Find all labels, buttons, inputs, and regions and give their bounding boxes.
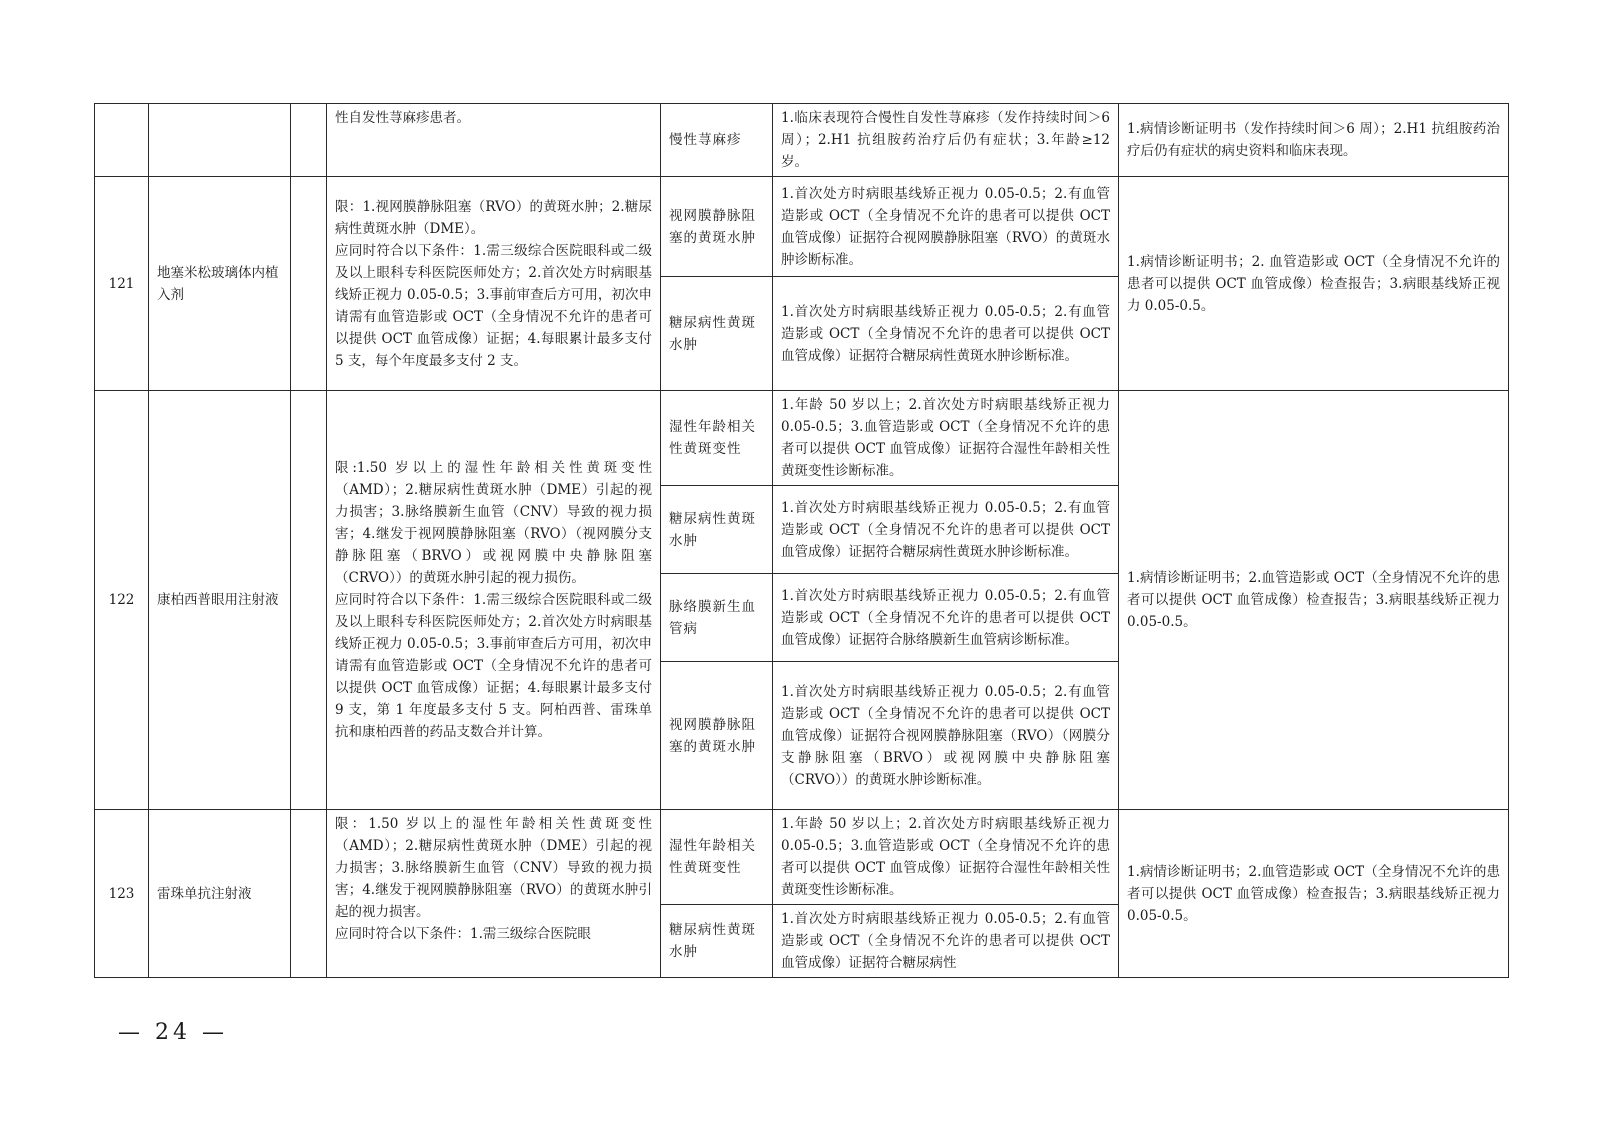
- indication-cell: 湿性年龄相关性黄斑变性: [661, 391, 773, 486]
- table-row: [95, 391, 1509, 486]
- indication-cell: 视网膜静脉阻塞的黄斑水肿: [661, 662, 773, 810]
- criteria-cell: 1.首次处方时病眼基线矫正视力 0.05-0.5；2.有血管造影或 OCT（全身情况不允许的患者可以提供 OCT 血管成像）证据符合糖尿病性黄斑水肿诊断标准。: [773, 486, 1119, 574]
- limit-cell: 限:1.50 岁以上的湿性年龄相关性黄斑变性（AMD）；2.糖尿病性黄斑水肿（DME）引起的视力损害；3.脉络膜新生血管（CNV）导致的视力损害；4.继发于视网膜静脉阻塞（RVO）（视网膜分支静脉阻塞（BRVO）或视网膜中央静脉阻塞（CRVO））的黄斑水肿引起的视力损伤。 应同时符合以下条件：1.需三级综合医院眼科或二级及以上眼科专科医院医师处方；2.首次处方时病眼基线矫正视力 0.05-0.5；3.事前审查后方可用，初次申请需有血管造影或 OCT（全身情况不允许的患者可以提供 OCT 血管成像）证据；4.每眼累计最多支付 9 支，第 1 年度最多支付 5 支。阿柏西普、雷珠单抗和康柏西普的药品支数合并计算。: [327, 391, 661, 810]
- criteria-cell: 1.年龄 50 岁以上；2.首次处方时病眼基线矫正视力 0.05-0.5；3.血管造影或 OCT（全身情况不允许的患者可以提供 OCT 血管成像）证据符合湿性年龄相关性黄斑变性诊断标准。: [773, 810, 1119, 905]
- limit-cell: 限：1.视网膜静脉阻塞（RVO）的黄斑水肿；2.糖尿病性黄斑水肿（DME）。 应同时符合以下条件：1.需三级综合医院眼科或二级及以上眼科专科医院医师处方；2.首次处方时病眼基线矫正视力 0.05-0.5；3.事前审查后方可用，初次申请需有血管造影或 OCT（全身情况不允许的患者可以提供 OCT 血管成像）证据；4.每眼累计最多支付 5 支，每个年度最多支付 2 支。: [327, 177, 661, 391]
- indication-cell: 慢性荨麻疹: [661, 104, 773, 177]
- criteria-cell: 1.首次处方时病眼基线矫正视力 0.05-0.5；2.有血管造影或 OCT（全身情况不允许的患者可以提供 OCT 血管成像）证据符合视网膜静脉阻塞（RVO）的黄斑水肿诊断标准。: [773, 177, 1119, 277]
- table-row: [95, 177, 1509, 277]
- criteria-cell: 1.临床表现符合慢性自发性荨麻疹（发作持续时间＞6 周）；2.H1 抗组胺药治疗后仍有症状；3.年龄≥12 岁。: [773, 104, 1119, 177]
- drug-restriction-table: [94, 103, 1509, 978]
- blank-cell: [291, 177, 327, 391]
- drug-name-cell: 雷珠单抗注射液: [149, 810, 291, 978]
- criteria-cell: 1.首次处方时病眼基线矫正视力 0.05-0.5；2.有血管造影或 OCT（全身情况不允许的患者可以提供 OCT 血管成像）证据符合视网膜静脉阻塞（RVO）（网膜分支静脉阻塞（BRVO）或视网膜中央静脉阻塞（CRVO））的黄斑水肿诊断标准。: [773, 662, 1119, 810]
- table-row: [95, 104, 1509, 177]
- documents-cell: 1.病情诊断证明书（发作持续时间＞6 周）；2.H1 抗组胺药治疗后仍有症状的病史资料和临床表现。: [1119, 104, 1509, 177]
- drug-number-cell: 121: [95, 177, 149, 391]
- blank-cell: [291, 104, 327, 177]
- limit-cell: 限：1.50 岁以上的湿性年龄相关性黄斑变性（AMD）；2.糖尿病性黄斑水肿（DME）引起的视力损害；3.脉络膜新生血管（CNV）导致的视力损害；4.继发于视网膜静脉阻塞（RVO）的黄斑水肿引起的视力损害。 应同时符合以下条件：1.需三级综合医院眼: [327, 810, 661, 978]
- blank-cell: [291, 391, 327, 810]
- indication-cell: 脉络膜新生血管病: [661, 574, 773, 662]
- blank-cell: [291, 810, 327, 978]
- indication-cell: 糖尿病性黄斑水肿: [661, 277, 773, 391]
- criteria-cell: 1.首次处方时病眼基线矫正视力 0.05-0.5；2.有血管造影或 OCT（全身情况不允许的患者可以提供 OCT 血管成像）证据符合糖尿病性黄斑水肿诊断标准。: [773, 277, 1119, 391]
- indication-cell: 湿性年龄相关性黄斑变性: [661, 810, 773, 905]
- drug-name-cell: 地塞米松玻璃体内植入剂: [149, 177, 291, 391]
- limit-cell: 性自发性荨麻疹患者。: [327, 104, 661, 177]
- documents-cell: 1.病情诊断证明书；2.血管造影或 OCT（全身情况不允许的患者可以提供 OCT 血管成像）检查报告；3.病眼基线矫正视力 0.05-0.5。: [1119, 810, 1509, 978]
- drug-name-cell: [149, 104, 291, 177]
- documents-cell: 1.病情诊断证明书；2.血管造影或 OCT（全身情况不允许的患者可以提供 OCT 血管成像）检查报告；3.病眼基线矫正视力 0.05-0.5。: [1119, 391, 1509, 810]
- documents-cell: 1.病情诊断证明书；2. 血管造影或 OCT（全身情况不允许的患者可以提供 OCT 血管成像）检查报告；3.病眼基线矫正视力 0.05-0.5。: [1119, 177, 1509, 391]
- drug-name-cell: 康柏西普眼用注射液: [149, 391, 291, 810]
- criteria-cell: 1.年龄 50 岁以上；2.首次处方时病眼基线矫正视力 0.05-0.5；3.血管造影或 OCT（全身情况不允许的患者可以提供 OCT 血管成像）证据符合湿性年龄相关性黄斑变性诊断标准。: [773, 391, 1119, 486]
- table-row: [95, 810, 1509, 905]
- page-number: — 24 —: [118, 1020, 228, 1045]
- criteria-cell: 1.首次处方时病眼基线矫正视力 0.05-0.5；2.有血管造影或 OCT（全身情况不允许的患者可以提供 OCT 血管成像）证据符合糖尿病性: [773, 905, 1119, 978]
- drug-number-cell: [95, 104, 149, 177]
- criteria-cell: 1.首次处方时病眼基线矫正视力 0.05-0.5；2.有血管造影或 OCT（全身情况不允许的患者可以提供 OCT 血管成像）证据符合脉络膜新生血管病诊断标准。: [773, 574, 1119, 662]
- indication-cell: 糖尿病性黄斑水肿: [661, 905, 773, 978]
- indication-cell: 视网膜静脉阻塞的黄斑水肿: [661, 177, 773, 277]
- indication-cell: 糖尿病性黄斑水肿: [661, 486, 773, 574]
- drug-number-cell: 123: [95, 810, 149, 978]
- drug-number-cell: 122: [95, 391, 149, 810]
